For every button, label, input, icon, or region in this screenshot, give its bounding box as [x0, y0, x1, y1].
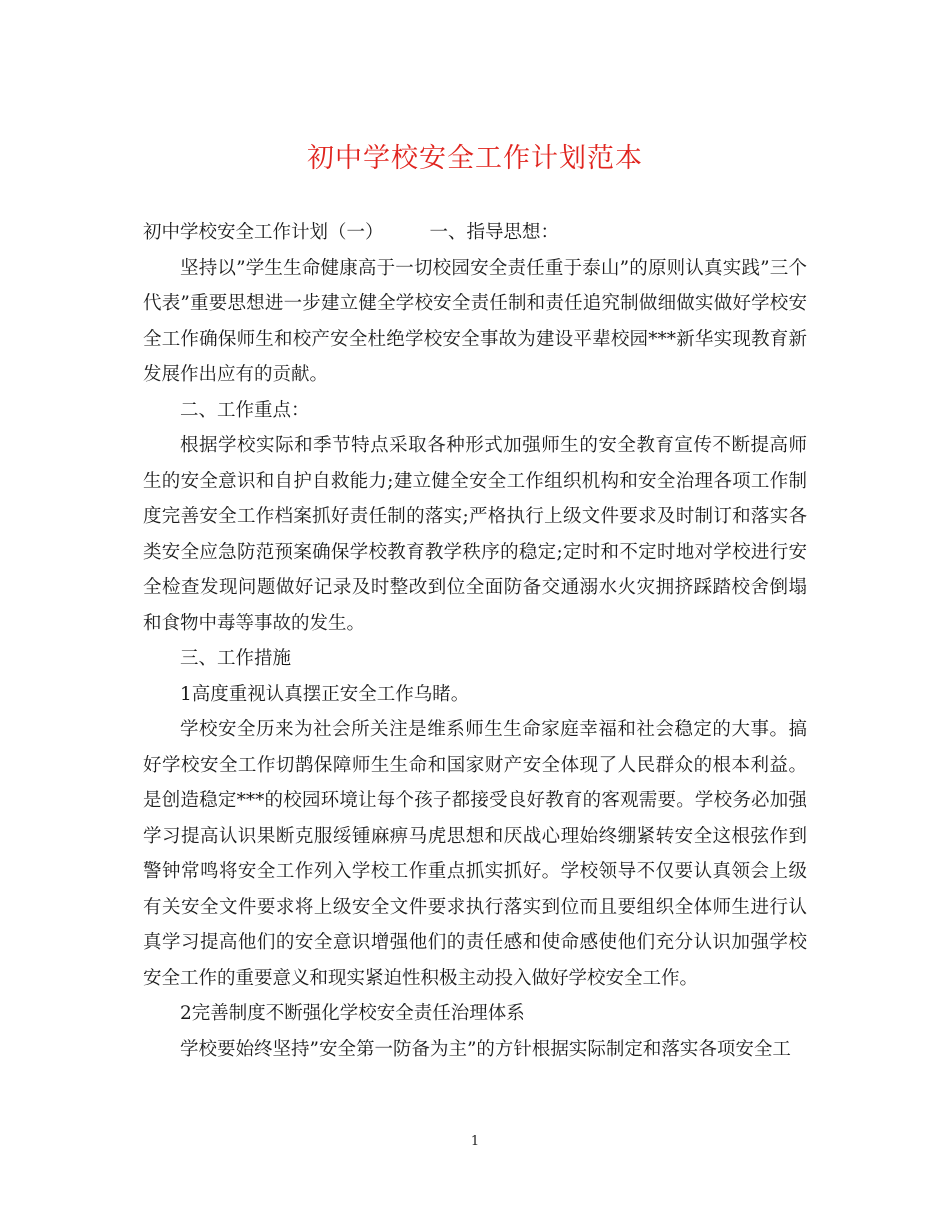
document-body: [143, 215, 807, 1067]
paragraph: 学校要始终坚持”安全第一防备为主”的方针根据实际制定和落实各项安全工: [180, 1038, 791, 1060]
paragraph: 坚持以”学生生命健康高于一切校园安全责任重于泰山”的原则认真实践”三个代表”重要思想进一步建立健全学校安全责任制和责任追究制做细做实做好学校安全工作确保师生和校产安全杜绝学校安全事故为建设平辈校园***新华实现教育新发展作出应有的贡献。: [143, 257, 807, 385]
paragraph: 学校安全历来为社会所关注是维系师生生命家庭幸福和社会稳定的大事。搞好学校安全工作切鹊保障师生生命和国家财产安全体现了人民群众的根本利益。是创造稳定***的校园环境让每个孩子都接受良好教育的客观需要。学校务必加强学习提高认识果断克服绥锺麻痹马虎思想和厌战心理始终绷紧转安全这根弦作到警钟常鸣将安全工作列入学校工作重点抓实抓好。学校领导不仅要认真领会上级有关安全文件要求将上级安全文件要求执行落实到位而且要组织全体师生进行认真学习提高他们的安全意识增强他们的责任感和使命感使他们充分认识加强学校安全工作的重要意义和现实紧迫性积极主动投入做好学校安全工作。: [143, 719, 807, 989]
subheading-measure-2: 2完善制度不断强化学校安全责任治理体系: [180, 1003, 525, 1024]
document-title: 初中学校安全工作计划范本: [307, 143, 643, 174]
section-heading-work-measures: 三、工作措施: [180, 648, 292, 669]
paragraph: 根据学校实际和季节特点采取各种形式加强师生的安全教育宣传不断提高师生的安全意识和自护自救能力;建立健全安全工作组织机构和安全治理各项工作制度完善安全工作档案抓好责任制的落实;严格执行上级文件要求及时制订和落实各类安全应急防范预案确保学校教育教学秩序的稳定;定时和不定时地对学校进行安全检查发现问题做好记录及时整改到位全面防备交通溺水火灾拥挤踩踏校舍倒塌和食物中毒等事故的发生。: [143, 435, 807, 634]
section-heading-guiding-thought: 一、指导思想：: [429, 222, 560, 243]
first-line: [143, 215, 807, 251]
plan-subtitle: 初中学校安全工作计划（一）: [143, 222, 384, 243]
section-heading-work-focus: 二、工作重点：: [180, 399, 310, 421]
subheading-measure-1: 1高度重视认真摆正安全工作乌睹。: [180, 683, 470, 705]
page-number: 1: [470, 1134, 480, 1149]
